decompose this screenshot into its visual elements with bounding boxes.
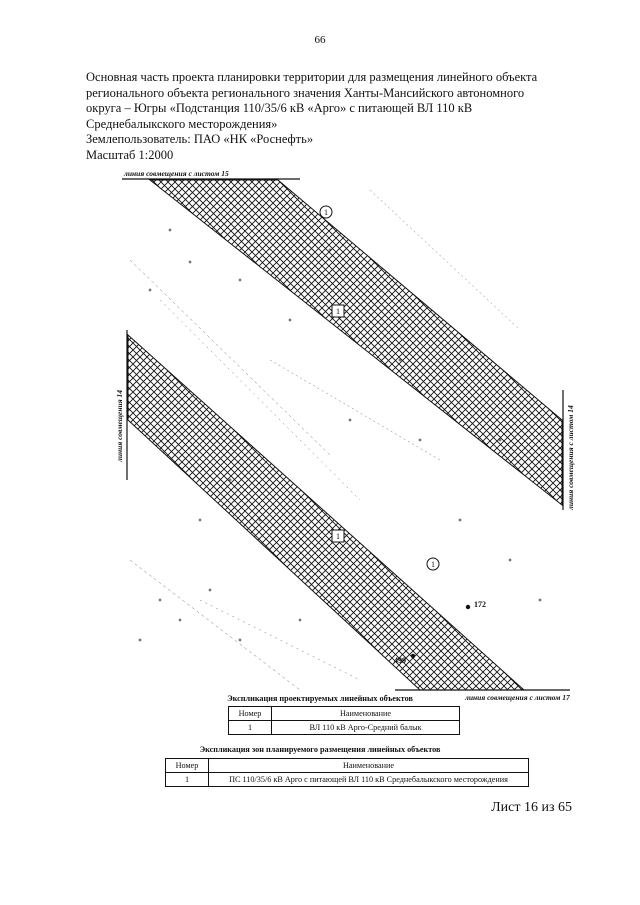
table-header-cell: Номер [166, 759, 209, 773]
table-header-cell: Номер [229, 707, 272, 721]
match-line-label-right: линия совмещения с листом 14 [566, 405, 575, 510]
svg-text:1: 1 [336, 307, 340, 316]
linear-objects-table [228, 706, 460, 735]
sheet-label: Лист 16 из 65 [491, 800, 572, 815]
table-row [166, 773, 529, 787]
svg-text:1: 1 [431, 560, 435, 569]
boundary-point-icon [411, 654, 415, 658]
match-line-label-top: линия совмещения с листом 15 [124, 169, 229, 178]
object-marker-square-icon [332, 305, 344, 317]
table-cell: ПС 110/35/6 кВ Арго с питающей ВЛ 110 кВ Среднебалыкского месторождения [209, 773, 529, 787]
table-header-cell: Наименование [209, 759, 529, 773]
match-line-label-left: линия совмещения 14 [115, 390, 124, 462]
title-line: округа – Югры «Подстанция 110/35/6 кВ «Арго» с питающей ВЛ 110 кВ [86, 101, 473, 115]
table1-caption: Экспликация проектируемых линейных объектов [227, 694, 413, 703]
title-line: Основная часть проекта планировки территории для размещения линейного объекта [86, 70, 538, 84]
land-user: Землепользователь: ПАО «НК «Роснефть» [86, 132, 314, 146]
table-header-row [229, 707, 460, 721]
boundary-point-label: 499 [394, 656, 406, 665]
svg-text:1: 1 [336, 532, 340, 541]
object-marker-square-icon [332, 530, 344, 542]
boundary-point-label: 172 [474, 600, 486, 609]
table-header-cell: Наименование [272, 707, 460, 721]
scale: Масштаб 1:2000 [86, 147, 174, 162]
boundary-point-icon [466, 605, 470, 609]
title-line: регионального объекта регионального значения Ханты-Мансийского автономного [86, 85, 525, 100]
placement-zones-table [165, 758, 529, 787]
table-cell: 1 [229, 721, 272, 735]
svg-text:1: 1 [324, 208, 328, 217]
page-number: 66 [314, 34, 326, 46]
table-cell: 1 [166, 773, 209, 787]
table-cell: ВЛ 110 кВ Арго-Средний балык [272, 721, 460, 735]
table2-caption: Экспликация зон планируемого размещения линейных объектов [199, 745, 441, 754]
match-line-label-bottom: линия совмещения с листом 17 [465, 693, 570, 702]
zone-marker-circle-icon [427, 558, 439, 570]
table-header-row [166, 759, 529, 773]
zone-marker-circle-icon [320, 206, 332, 218]
title-line: Среднебалыкского месторождения» [86, 116, 278, 131]
table-row [229, 721, 460, 735]
